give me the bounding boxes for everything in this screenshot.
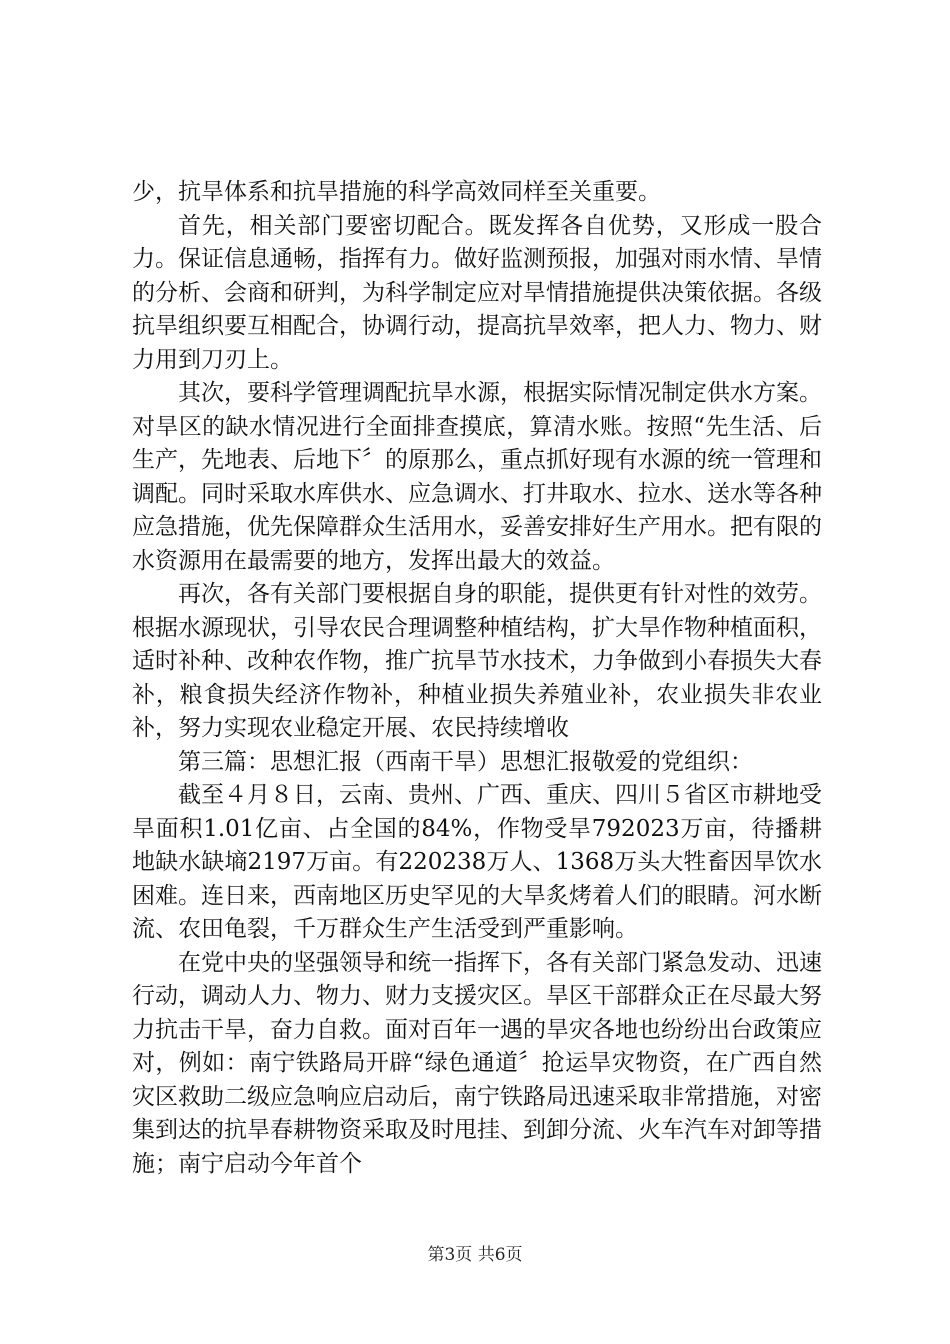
body-text xyxy=(132,176,822,1181)
section-heading: 第三篇：思想汇报（西南干旱）思想汇报敬爱的党组织： xyxy=(178,748,753,775)
paragraph-2: 首先，相关部门要密切配合。既发挥各自优势，又形成一股合力。保证信息通畅，指挥有力。做好监测预报，加强对雨水情、旱情的分析、会商和研判，为科学制定应对旱情措施提供决策依据。各级抗旱组织要互相配合，协调行动，提高抗旱效率，把人力、物力、财力用到刀刃上。 xyxy=(132,212,822,373)
paragraph-7: 在党中央的坚强领导和统一指挥下，各有关部门紧急发动、迅速行动，调动人力、物力、财力支援灾区。旱区干部群众正在尽最大努力抗击干旱，奋力自救。面对百年一遇的旱灾各地也纷纷出台政策应对，例如：南宁铁路局开辟“绿色通道〞抢运旱灾物资，在广西自然灾区救助二级应急响应启动后，南宁铁路局迅速采取非常措施，对密集到达的抗旱春耕物资采取及时甩挂、到卸分流、火车汽车对卸等措施；南宁启动今年首个 xyxy=(132,949,822,1177)
page-number-footer: 第3页 共6页 xyxy=(427,1245,523,1265)
paragraph-1: 少，抗旱体系和抗旱措施的科学高效同样至关重要。 xyxy=(132,179,661,205)
paragraph-3: 其次，要科学管理调配抗旱水源，根据实际情况制定供水方案。对旱区的缺水情况进行全面排查摸底，算清水账。按照“先生活、后生产，先地表、后地下〞的原那么，重点抓好现有水源的统一管理和调配。同时采取水库供水、应急调水、打井取水、拉水、送水等各种应急措施，优先保障群众生活用水，妥善安排好生产用水。把有限的水资源用在最需要的地方，发挥出最大的效益。 xyxy=(132,380,822,574)
paragraph-6: 截至４月８日，云南、贵州、广西、重庆、四川５省区市耕地受旱面积1.01亿亩、占全国的84%，作物受旱792023万亩，待播耕地缺水缺墒2197万亩。有220238万人、1368万头大牲畜因旱饮水困难。连日来，西南地区历史罕见的大旱炙烤着人们的眼睛。河水断流、农田龟裂，千万群众生产生活受到严重影响。 xyxy=(132,782,822,942)
paragraph-4: 再次，各有关部门要根据自身的职能，提供更有针对性的效劳。根据水源现状，引导农民合理调整种植结构，扩大旱作物种植面积，适时补种、改种农作物，推广抗旱节水技术，力争做到小春损失大春补，粮食损失经济作物补，种植业损失养殖业补，农业损失非农业补，努力实现农业稳定开展、农民持续增收 xyxy=(132,581,822,741)
